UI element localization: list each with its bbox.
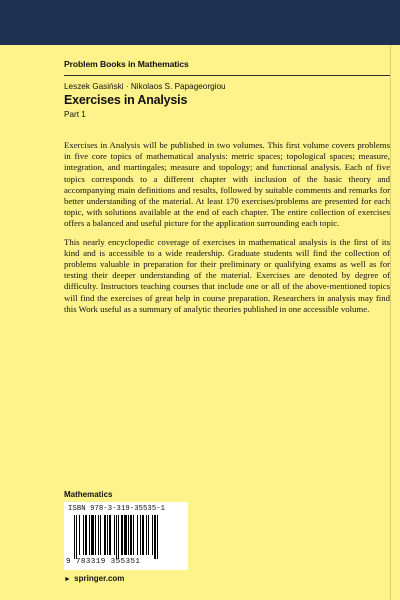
barcode-number: 9 783319 355351 [66, 558, 141, 566]
spine-fold-line [390, 45, 391, 600]
barcode-bar [76, 515, 77, 559]
barcode-bar [114, 515, 115, 555]
publisher-link[interactable] [64, 574, 124, 583]
back-cover-blurb [64, 140, 390, 322]
barcode-bar [133, 515, 134, 555]
header-rule [64, 75, 390, 76]
barcode-bar [79, 515, 80, 555]
barcode-bar [152, 515, 153, 555]
barcode-bar [91, 515, 94, 555]
barcode-bar [98, 515, 99, 555]
barcode-bar [130, 515, 132, 555]
barcode-bar [137, 515, 138, 555]
barcode-bar [124, 515, 127, 555]
book-title: Exercises in Analysis [64, 93, 188, 107]
blurb-paragraph-1: Exercises in Analysis will be published in two volumes. This first volume covers problems in five core topics of mathematical analysis: metric spaces; topological spaces; measure, integration, and martingales; measure and topology; and functional analysis. Each of five topics corresponds to a different chapter with inclusion of the basic theory and accompanying main definitions and results, followed by suitable comments and remarks for better understanding of the material. At least 170 exercises/problems are presented for each topic, with solutions available at the end of each chapter. The entire collection of exercises offers a balanced and useful picture for the application surrounding each topic. [64, 140, 390, 229]
isbn-label: ISBN 978-3-319-35535-1 [68, 505, 166, 513]
barcode-icon [74, 515, 184, 559]
barcode-bar [104, 515, 106, 555]
barcode-bar [142, 515, 144, 555]
barcode-bar [89, 515, 90, 555]
barcode-bar [100, 515, 101, 555]
barcode-bar [121, 515, 123, 555]
barcode-bar [148, 515, 149, 555]
barcode-bar [109, 515, 111, 555]
barcode-bar [116, 515, 117, 559]
barcode-bar [85, 515, 87, 555]
series-name: Problem Books in Mathematics [64, 59, 189, 69]
barcode-bar [83, 515, 84, 555]
barcode-bar [140, 515, 141, 555]
blurb-paragraph-2: This nearly encyclopedic coverage of exercises in mathematical analysis is the first of its kind and is accessible to a wide readership. Graduate students will find the collection of problems valuable in preparation for their preliminary or qualifying exams as well as for testing their deeper understanding of the material. Exercises are denoted by degree of difficulty. Instructors teaching courses that include one or all of the above-mentioned topics will find the exercises of great help in course preparation. Researchers in analysis may find this Work useful as a summary of analytic theories published in one accessible volume. [64, 236, 390, 314]
arrow-right-icon: ► [64, 576, 71, 583]
barcode-bar [118, 515, 119, 559]
barcode-bar [95, 515, 96, 555]
barcode-bar [107, 515, 108, 555]
barcode-bar [128, 515, 129, 555]
volume-part: Part 1 [64, 110, 86, 119]
top-color-band [0, 0, 400, 45]
barcode-block [64, 502, 188, 570]
barcode-bar [154, 515, 156, 559]
barcode-bar [157, 515, 158, 559]
subject-category: Mathematics [64, 490, 113, 499]
publisher-url: springer.com [74, 574, 125, 583]
barcode-bar [74, 515, 75, 559]
barcode-bar [146, 515, 147, 555]
authors: Leszek Gasiński · Nikolaos S. Papageorgiou [64, 82, 226, 91]
